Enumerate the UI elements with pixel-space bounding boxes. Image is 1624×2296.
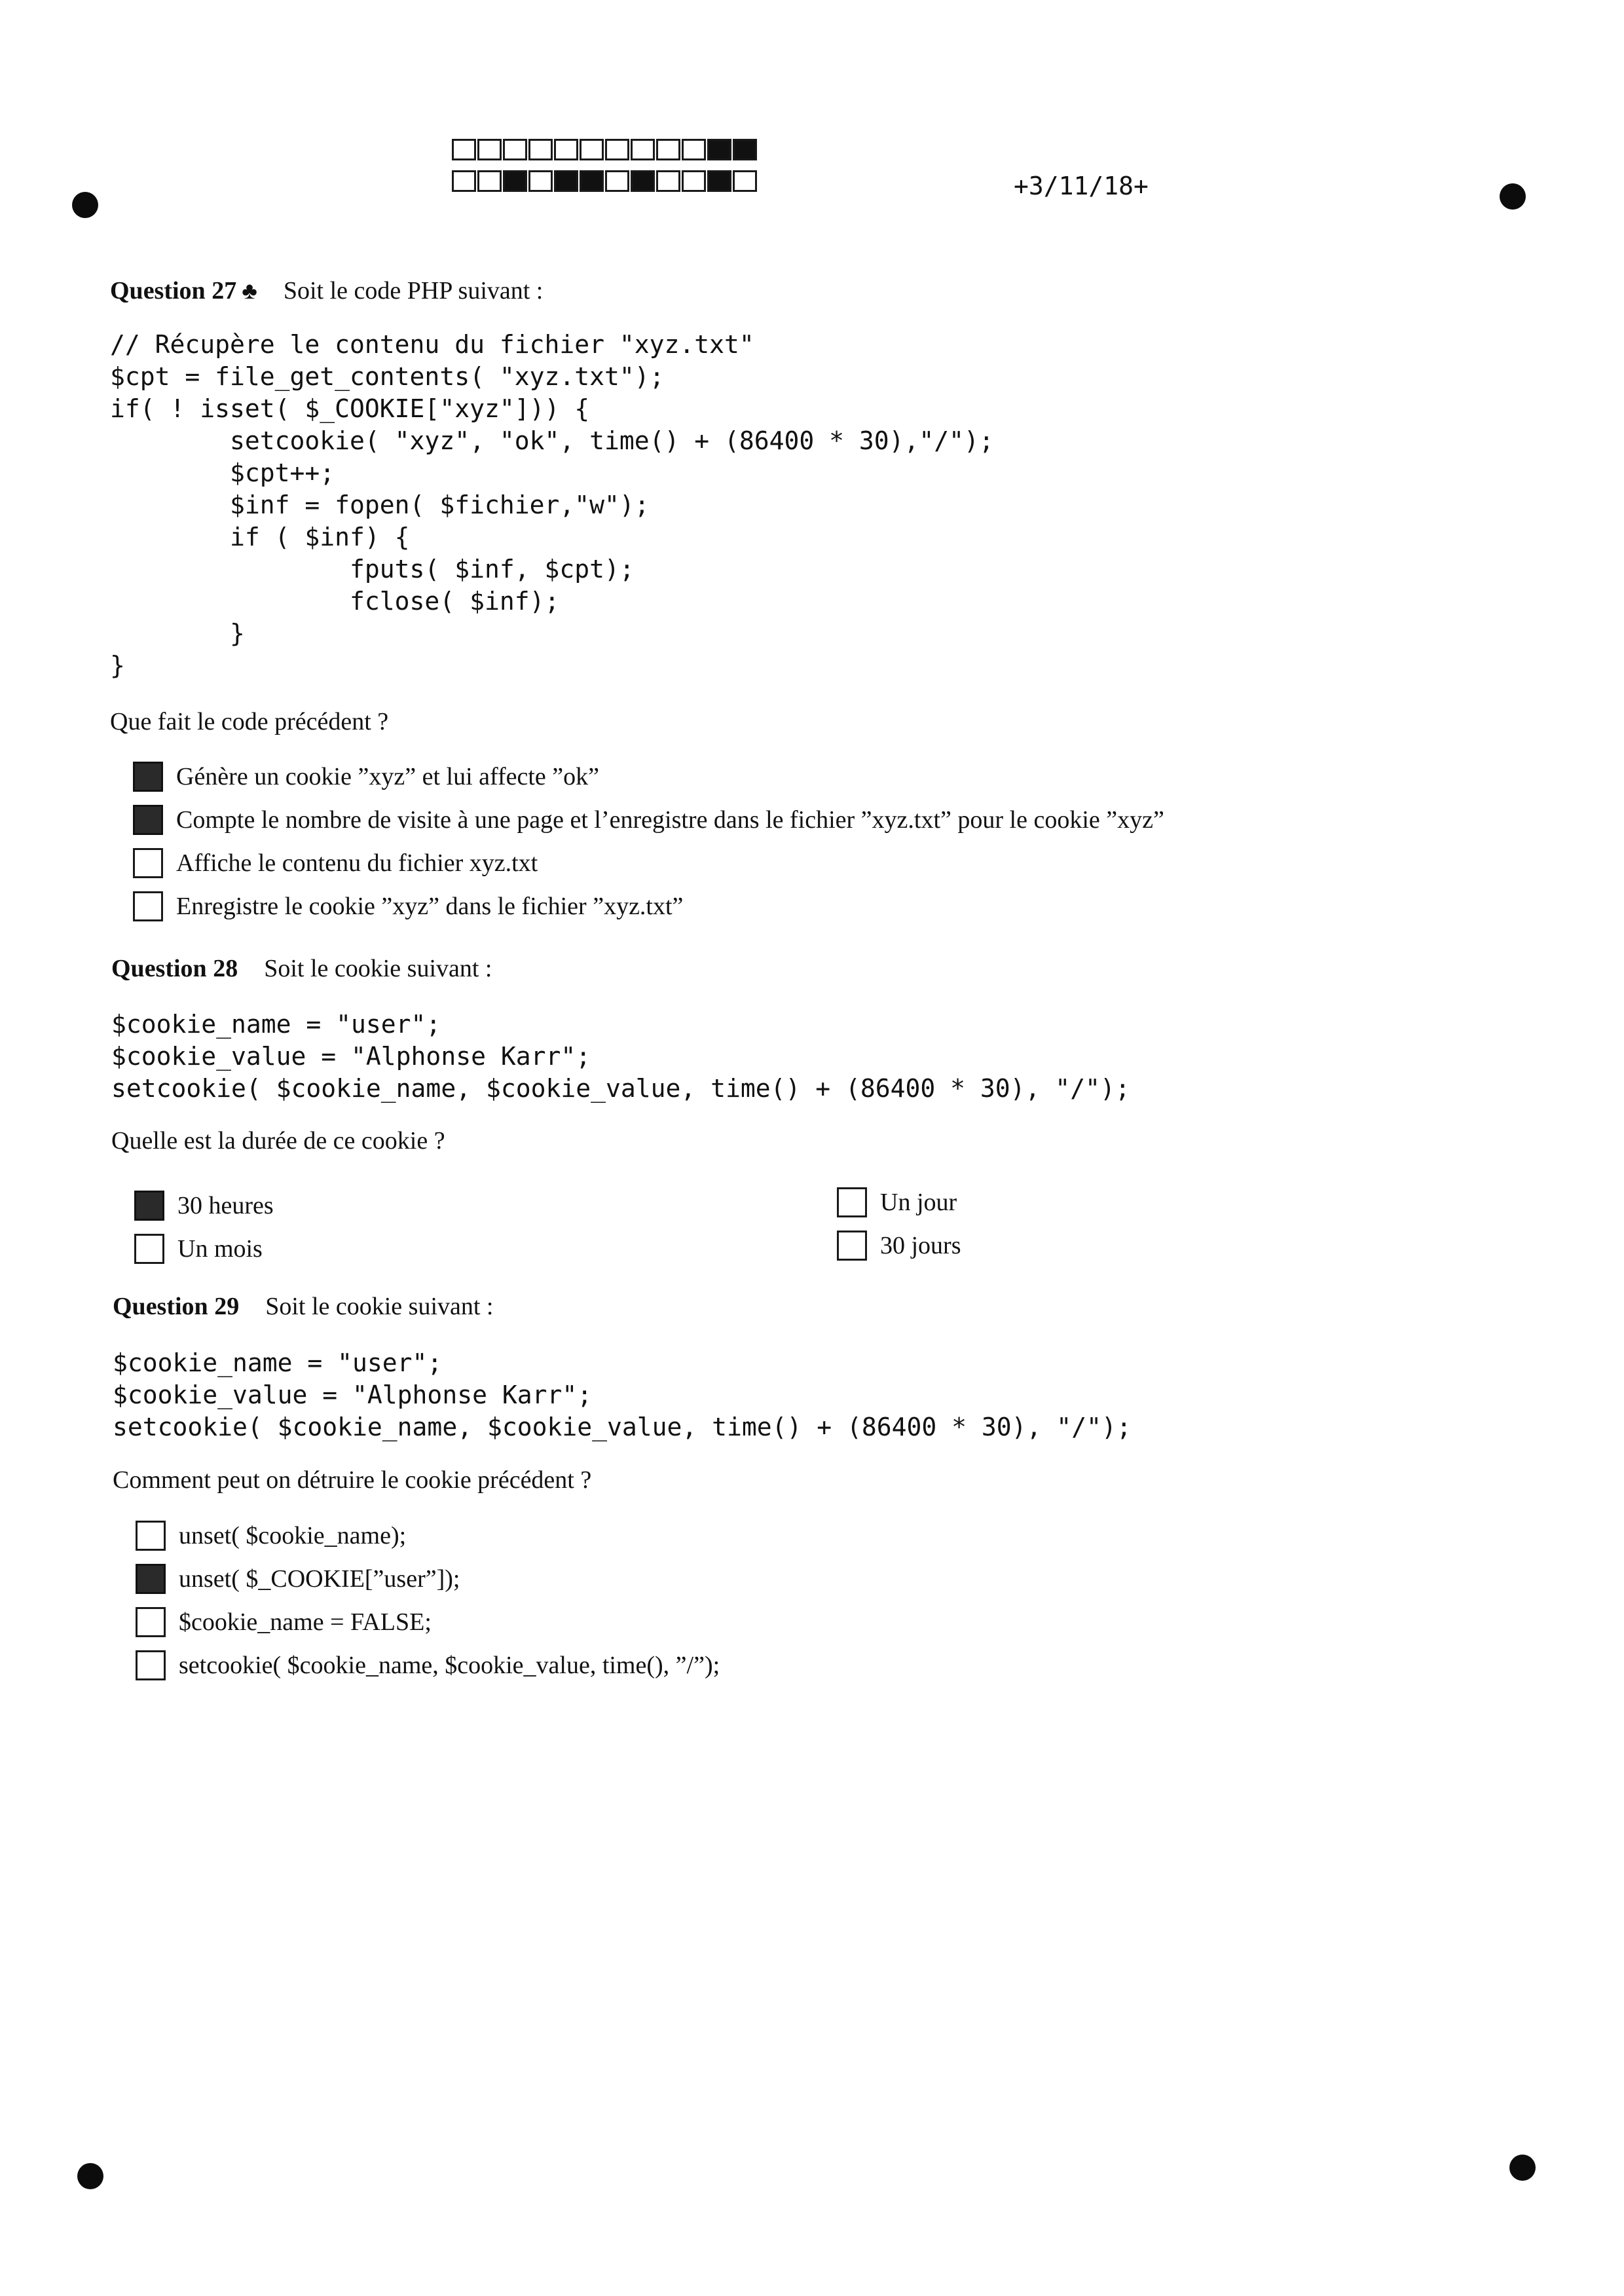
answer-checkbox[interactable] (133, 891, 163, 921)
barcode-cell (631, 139, 655, 160)
barcode-cell (733, 170, 757, 192)
barcode-cell (452, 139, 476, 160)
barcode-cell (503, 170, 527, 192)
barcode-cell (477, 170, 502, 192)
barcode-cell (733, 139, 757, 160)
barcode-cell (477, 139, 502, 160)
answer-option[interactable] (133, 805, 1164, 835)
answer-label: Génère un cookie ”xyz” et lui affecte ”ok” (176, 763, 599, 790)
barcode-cell (682, 139, 706, 160)
answer-option[interactable] (837, 1187, 957, 1217)
answer-label: unset( $_COOKIE[”user”]); (179, 1565, 460, 1593)
code-block: $cookie_name = "user"; $cookie_value = "Alphonse Karr"; setcookie( $cookie_name, $cookie_value, time() + (86400 * 30), "/"); (111, 1010, 1130, 1103)
registration-mark-top-right (1500, 183, 1526, 210)
barcode-cell (554, 170, 578, 192)
question-intro: Soit le code PHP suivant : (283, 277, 544, 305)
registration-mark-bottom-left (77, 2163, 103, 2189)
question-intro: Soit le cookie suivant : (264, 955, 492, 982)
answer-checkbox[interactable] (837, 1187, 867, 1217)
barcode-cell (503, 139, 527, 160)
answer-option[interactable] (136, 1564, 460, 1594)
answer-checkbox[interactable] (136, 1564, 166, 1594)
club-symbol: ♣ (242, 278, 257, 304)
question-29-header (113, 1292, 494, 1321)
answer-option[interactable] (136, 1650, 720, 1680)
answer-checkbox[interactable] (136, 1607, 166, 1637)
question-27-header (110, 276, 543, 305)
question-28-header (111, 954, 492, 983)
answer-label: 30 jours (880, 1232, 961, 1259)
barcode-cell (656, 170, 680, 192)
answer-label: Un jour (880, 1189, 957, 1216)
answer-label: unset( $cookie_name); (179, 1522, 407, 1549)
answer-checkbox[interactable] (133, 762, 163, 792)
answer-checkbox[interactable] (136, 1650, 166, 1680)
answer-label: $cookie_name = FALSE; (179, 1608, 432, 1636)
question-number: Question 28 (111, 955, 238, 982)
answer-option[interactable] (134, 1234, 263, 1264)
answer-label: Un mois (177, 1235, 263, 1263)
barcode-cell (631, 170, 655, 192)
question-prompt: Comment peut on détruire le cookie précédent ? (113, 1466, 592, 1494)
answer-checkbox[interactable] (136, 1521, 166, 1551)
barcode-cell (528, 139, 553, 160)
answer-label: Enregistre le cookie ”xyz” dans le fichier ”xyz.txt” (176, 893, 684, 920)
barcode-cell (580, 139, 604, 160)
answer-option[interactable] (133, 762, 599, 792)
answer-option[interactable] (136, 1521, 406, 1551)
code-block: $cookie_name = "user"; $cookie_value = "Alphonse Karr"; setcookie( $cookie_name, $cookie_value, time() + (86400 * 30), "/"); (113, 1348, 1132, 1441)
barcode-cell (605, 170, 629, 192)
answer-checkbox[interactable] (133, 805, 163, 835)
answer-checkbox[interactable] (134, 1234, 164, 1264)
answer-checkbox[interactable] (837, 1231, 867, 1261)
barcode-cell (605, 139, 629, 160)
barcode-cell (682, 170, 706, 192)
barcode-cell (452, 170, 476, 192)
answer-option[interactable] (134, 1191, 274, 1221)
answer-option[interactable] (837, 1231, 961, 1261)
question-number: Question 29 (113, 1293, 240, 1320)
answer-label: 30 heures (177, 1192, 274, 1219)
answer-label: Compte le nombre de visite à une page et l’enregistre dans le fichier ”xyz.txt” pour le cookie ”xyz” (176, 806, 1164, 834)
registration-mark-bottom-right (1509, 2155, 1536, 2181)
answer-option[interactable] (133, 891, 683, 921)
answer-label: setcookie( $cookie_name, $cookie_value, time(), ”/”); (179, 1652, 720, 1679)
barcode-cell (707, 170, 731, 192)
answer-checkbox[interactable] (133, 848, 163, 878)
answer-label: Affiche le contenu du fichier xyz.txt (176, 849, 538, 877)
barcode-cell (707, 139, 731, 160)
barcode-cell (554, 139, 578, 160)
answer-option[interactable] (136, 1607, 432, 1637)
question-prompt: Quelle est la durée de ce cookie ? (111, 1127, 445, 1155)
barcode-bottom (452, 170, 758, 192)
barcode-top (452, 139, 758, 160)
answer-option[interactable] (133, 848, 538, 878)
barcode-cell (580, 170, 604, 192)
barcode-cell (656, 139, 680, 160)
registration-mark-top-left (72, 192, 98, 218)
barcode-cell (528, 170, 553, 192)
question-intro: Soit le cookie suivant : (265, 1293, 494, 1320)
page-id: +3/11/18+ (1014, 172, 1149, 200)
question-prompt: Que fait le code précédent ? (110, 708, 389, 735)
question-number: Question 27 (110, 277, 237, 305)
answer-checkbox[interactable] (134, 1191, 164, 1221)
code-block: // Récupère le contenu du fichier "xyz.txt" $cpt = file_get_contents( "xyz.txt"); if( ! isset( $_COOKIE["xyz"])) { setcookie( "xyz", "ok", time() + (86400 * 30),"/"); $cpt++; $inf = fopen( $fichier,"w"); if ( $inf) { fputs( $inf, $cpt); fclose( $inf); } } (110, 330, 994, 680)
